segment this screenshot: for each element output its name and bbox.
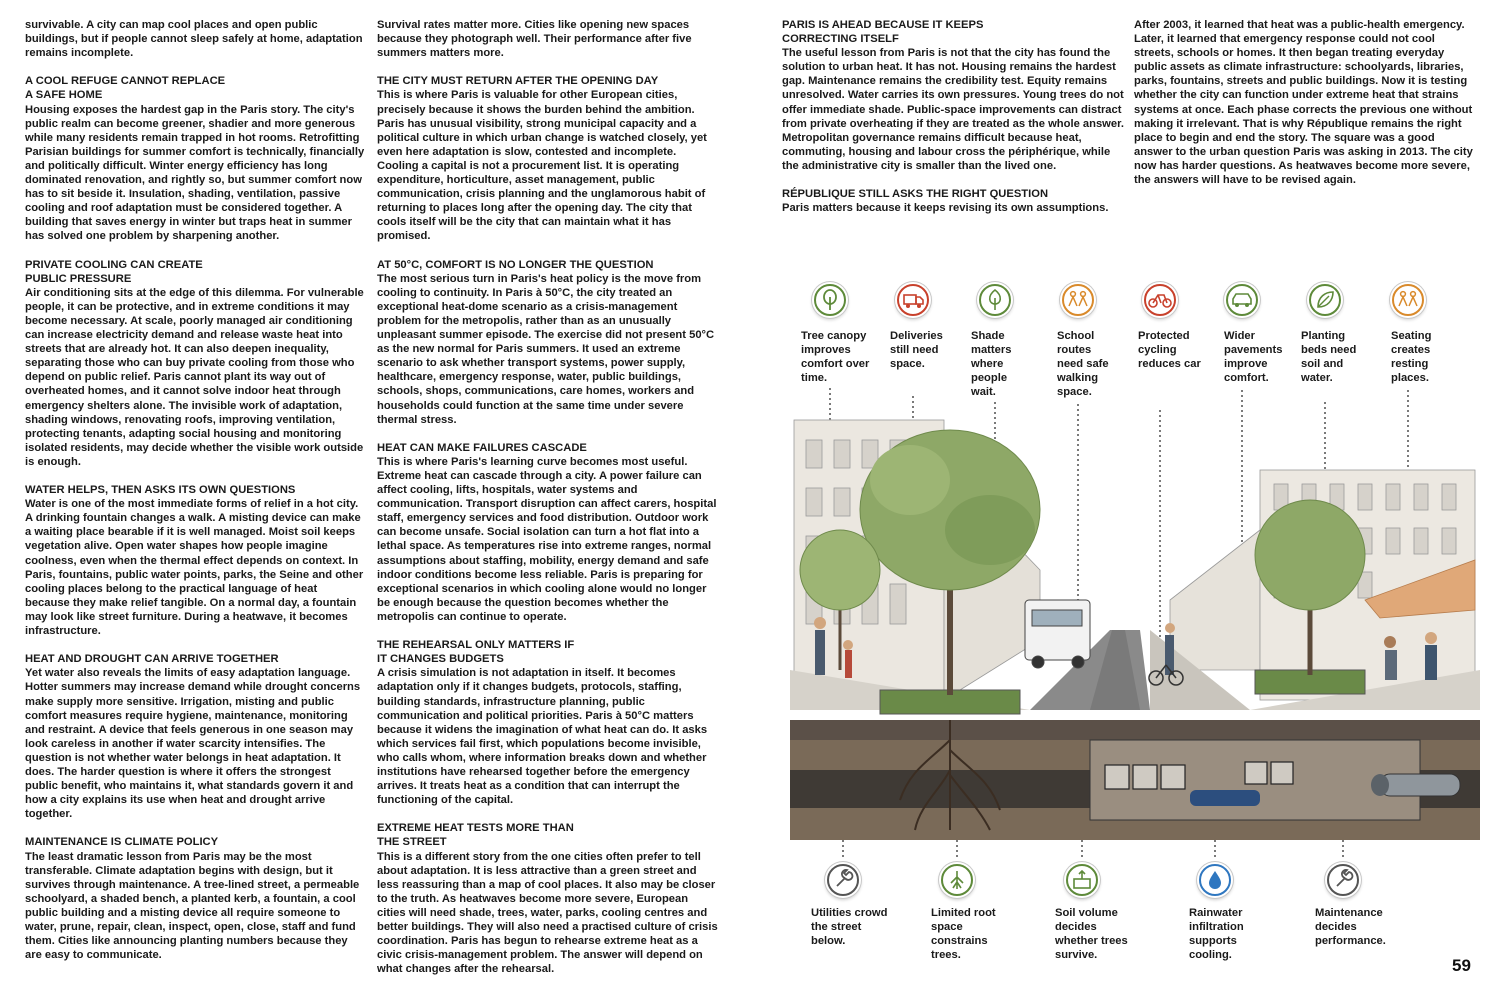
- callout-protected-cycling: Protected cycling reduces car: [1138, 330, 1201, 371]
- article-section: [25, 258, 365, 469]
- family-walking-icon: [1060, 282, 1096, 318]
- callout-tree-canopy: Tree canopy improves comfort over time.: [801, 330, 870, 385]
- callout-limited-root-space: Limited root space constrains trees.: [931, 907, 996, 962]
- section-body-text: Survival rates matter more. Cities like opening new spaces because they photograph well. Their performance after five summers matters more.: [377, 19, 692, 60]
- bicycle-icon: [1142, 282, 1178, 318]
- people-seating-icon: [1390, 282, 1426, 318]
- section-body-text: Air conditioning sits at the edge of this dilemma. For vulnerable people, it can be protective, and in extreme conditions it may become necessary. At scale, poorly managed air conditioning can increase electricity demand and release waste heat into streets that are already hot. It can also deepen inequality, separating those who can buy private cooling from those who depend on public relief. Paris cannot plant its way out of overheated homes, and it cannot solve indoor heat through emergency shelters alone. The invisible work of adaptation, shading windows, renovating roofs, improving ventilation, protecting tenants, adapting social housing and monitoring isolated residents, may decide whether the visible work outside is enough.: [25, 286, 364, 468]
- callout-seating: Seating creates resting places.: [1391, 330, 1432, 385]
- article-section: [25, 483, 365, 638]
- callout-deliveries: Deliveries still need space.: [890, 330, 943, 371]
- section-body-text: Housing exposes the hardest gap in the Paris story. The city's public realm can become greener, shadier and more generous while many residents remain trapped in hot rooms. Retrofitting Parisian buildings for summer comfort is technically, financially and politically difficult. Winter energy efficiency has long dominated renovation, and rightly so, but summer comfort now has to sit beside it. Insulation, shading, ventilation, passive cooling and roof adaptation must be considered together. A building that saves energy in winter but traps heat in summer has solved one problem by sharpening another.: [25, 103, 365, 243]
- article-section: [25, 652, 365, 821]
- callout-shade: Shade matters where people wait.: [971, 330, 1012, 399]
- section-body-text: The most serious turn in Paris's heat policy is the move from cooling to continuity. In Paris à 50°C, the city treated an exceptional heat-dome scenario as a crisis-management problem for the metropolis, rather than as an unusually unpleasant summer episode. The exercise did not present 50°C as the new normal for Paris summers. It used an extreme scenario to ask whether transport systems, power supply, healthcare, emergency response, water, public buildings, schools, shops, communications, care homes, workers and households could function at the same time under severe thermal stress.: [377, 272, 715, 426]
- article-section: [377, 74, 719, 243]
- delivery-van: [1025, 600, 1090, 668]
- article-section: [25, 835, 365, 962]
- text-column-4: [1134, 18, 1474, 201]
- section-heading: THE REHEARSAL ONLY MATTERS IF IT CHANGES BUDGETS: [377, 639, 575, 666]
- street-section-illustration: [790, 270, 1480, 980]
- section-body-text: This is where Paris's learning curve becomes most useful. Extreme heat can cascade through a city. A power failure can affect cooling, lifts, hospitals, water systems and communication. Transport disruption can affect carers, hospital staff, emergency services and food distribution. Outdoor work can become unsafe. Social isolation can turn a hot flat into a lethal space. As temperatures rise into extreme ranges, normal assumptions about staffing, mobility, energy demand and safe indoor conditions become less reliable. Paris is preparing for exceptional scenarios in which cooling alone would no longer be enough because the question becomes whether the metropolis can continue to operate.: [377, 455, 717, 623]
- section-body-text: A crisis simulation is not adaptation in itself. It becomes adaptation only if it changes budgets, protocols, staffing, building standards, infrastructure planning, public communication and political priorities. Paris à 50°C matters because it widens the imagination of what heat can do. It asks which services fail first, which populations become invisible, who calls whom, where information breaks down and whether institutions have rehearsed together before the emergency arrives. It treats heat as a condition that can interrupt the functioning of the capital.: [377, 667, 708, 807]
- callout-utilities: Utilities crowd the street below.: [811, 907, 888, 948]
- section-heading: AT 50°C, COMFORT IS NO LONGER THE QUESTION: [377, 258, 654, 271]
- section-heading: THE CITY MUST RETURN AFTER THE OPENING DAY: [377, 75, 659, 88]
- article-section: [377, 18, 719, 60]
- car-icon: [1224, 282, 1260, 318]
- article-section: [25, 74, 365, 243]
- page-number: 59: [1452, 956, 1471, 975]
- section-heading: HEAT AND DROUGHT CAN ARRIVE TOGETHER: [25, 653, 279, 666]
- section-heading: EXTREME HEAT TESTS MORE THAN THE STREET: [377, 822, 574, 849]
- section-body-text: Paris matters because it keeps revising its own assumptions.: [782, 202, 1109, 215]
- section-heading: MAINTENANCE IS CLIMATE POLICY: [25, 836, 219, 849]
- article-section: [25, 18, 365, 60]
- section-heading: PRIVATE COOLING CAN CREATE PUBLIC PRESSURE: [25, 258, 203, 285]
- section-heading: HEAT CAN MAKE FAILURES CASCADE: [377, 441, 587, 454]
- leaf-icon: [1307, 282, 1343, 318]
- soil-icon: [1064, 862, 1100, 898]
- section-body-text: After 2003, it learned that heat was a public-health emergency. Later, it learned that emergency response could not cool streets, schools or homes. It then began treating everyday public assets as climate infrastructure: schoolyards, libraries, parks, fountains, streets and public buildings. Now it is testing whether the city can function under extreme heat that strains systems at once. Each phase corrects the previous one without making it irrelevant. That is why République remains the right place to begin and end the story. The square was a good answer to the urban question Paris was asking in 2013. The city now has harder questions. As heatwaves become more severe, the answers will have to be revised again.: [1134, 19, 1473, 187]
- callout-soil-volume: Soil volume decides whether trees survive.: [1055, 907, 1128, 962]
- section-heading: RÉPUBLIQUE STILL ASKS THE RIGHT QUESTION: [782, 188, 1049, 201]
- wrench-icon: [825, 862, 861, 898]
- text-column-3: [782, 18, 1126, 229]
- water-drop-icon: [1197, 862, 1233, 898]
- section-body-text: The useful lesson from Paris is not that the city has found the solution to urban heat. It has not. Housing remains the hardest gap. Maintenance remains the credibility test. Equity remains unresolved. Water carries its own pressures. Young trees do not offer immediate shade. Public-space improvements can distract from private overheating if they are treated as the whole answer. Metropolitan governance remains difficult because heat, commuting, housing and labour cross the périphérique, while the administrative city is smaller than the lived one.: [782, 47, 1124, 172]
- text-column-1: [25, 18, 365, 976]
- maintenance-wrench-icon: [1325, 862, 1361, 898]
- section-body-text: Yet water also reveals the limits of easy adaptation language. Hotter summers may increase demand while drought concerns make supply more sensitive. Irrigation, misting and public comfort measures require hygiene, maintenance, monitoring and restraint. A device that feels generous in one season may look careless in another if water scarcity intensifies. The question is not whether water belongs in heat adaptation. It does. The harder question is where it offers the strongest public benefit, who maintains it, what standards govern it and how a city explains its use when heat and drought arrive together.: [25, 667, 361, 821]
- article-section: [1134, 18, 1474, 187]
- tree-icon: [812, 282, 848, 318]
- article-section: [377, 638, 719, 807]
- water-pipe: [1190, 790, 1260, 806]
- section-body-text: survivable. A city can map cool places and open public buildings, but if people cannot sleep safely at home, adaptation remains incomplete.: [25, 19, 363, 60]
- section-heading: A COOL REFUGE CANNOT REPLACE A SAFE HOME: [25, 75, 226, 102]
- callout-planting-beds: Planting beds need soil and water.: [1301, 330, 1357, 385]
- section-heading: WATER HELPS, THEN ASKS ITS OWN QUESTIONS: [25, 484, 296, 497]
- article-section: [782, 187, 1126, 215]
- section-heading: PARIS IS AHEAD BECAUSE IT KEEPS CORRECTING ITSELF: [782, 19, 984, 46]
- callout-maintenance: Maintenance decides performance.: [1315, 907, 1386, 948]
- section-body-text: This is where Paris is valuable for other European cities, precisely because it shows the burden behind the ambition. Paris has unusual visibility, strong municipal capacity and a political culture in which urban change is watched closely, yet even here adaptation is slow, contested and incomplete. Cooling a capital is not a procurement list. It is operating expenditure, horticulture, asset management, public communication, crisis planning and the unglamorous habit of returning to places long after the opening day. The city that cools itself will be the city that can maintain what it has promised.: [377, 89, 707, 243]
- section-body-text: The least dramatic lesson from Paris may be the most transferable. Climate adaptation begins with design, but it survives through maintenance. A tree-lined street, a permeable schoolyard, a shaded bench, a planted kerb, a fountain, a cool public building and a misting device all require someone to water, prune, repair, clean, inspect, open, close, staff and fund them. Cities like announcing planting numbers because they are easy to communicate.: [25, 850, 360, 962]
- article-section: [782, 18, 1126, 173]
- shade-tree-icon: [977, 282, 1013, 318]
- callout-wider-pavements: Wider pavements improve comfort.: [1224, 330, 1283, 385]
- article-section: [377, 441, 719, 624]
- article-section: [377, 258, 719, 427]
- section-body-text: Water is one of the most immediate forms of relief in a hot city. A drinking fountain changes a walk. A misting device can make a waiting place bearable if it is well managed. Moist soil keeps vegetation alive. Open water shapes how people imagine coolness, even when the thermal effect depends on context. In Paris, fountains, public water points, parks, the Seine and other cooling places belong to the practical language of heat because they make relief tangible. On a normal day, a fountain may look like street furniture. During a heatwave, it becomes infrastructure.: [25, 498, 364, 638]
- root-icon: [939, 862, 975, 898]
- article-section: [377, 821, 719, 976]
- text-column-2: [377, 18, 719, 990]
- callout-rainwater: Rainwater infiltration supports cooling.: [1189, 907, 1244, 962]
- callout-school-routes: School routes need safe walking space.: [1057, 330, 1109, 399]
- delivery-truck-icon: [895, 282, 931, 318]
- section-body-text: This is a different story from the one cities often prefer to tell about adaptation. It is less attractive than a green street and less reassuring than a map of cool places. It also may be closer to the truth. As heatwaves become more severe, European cities will need shade, trees, water, parks, cooling centres and better buildings. They will also need a practised culture of crisis coordination. Paris has begun to rehearse extreme heat as a civic crisis-management problem. The answer will depend on what changes after the rehearsal.: [377, 850, 718, 976]
- street-cross-section-drawing: [790, 270, 1480, 980]
